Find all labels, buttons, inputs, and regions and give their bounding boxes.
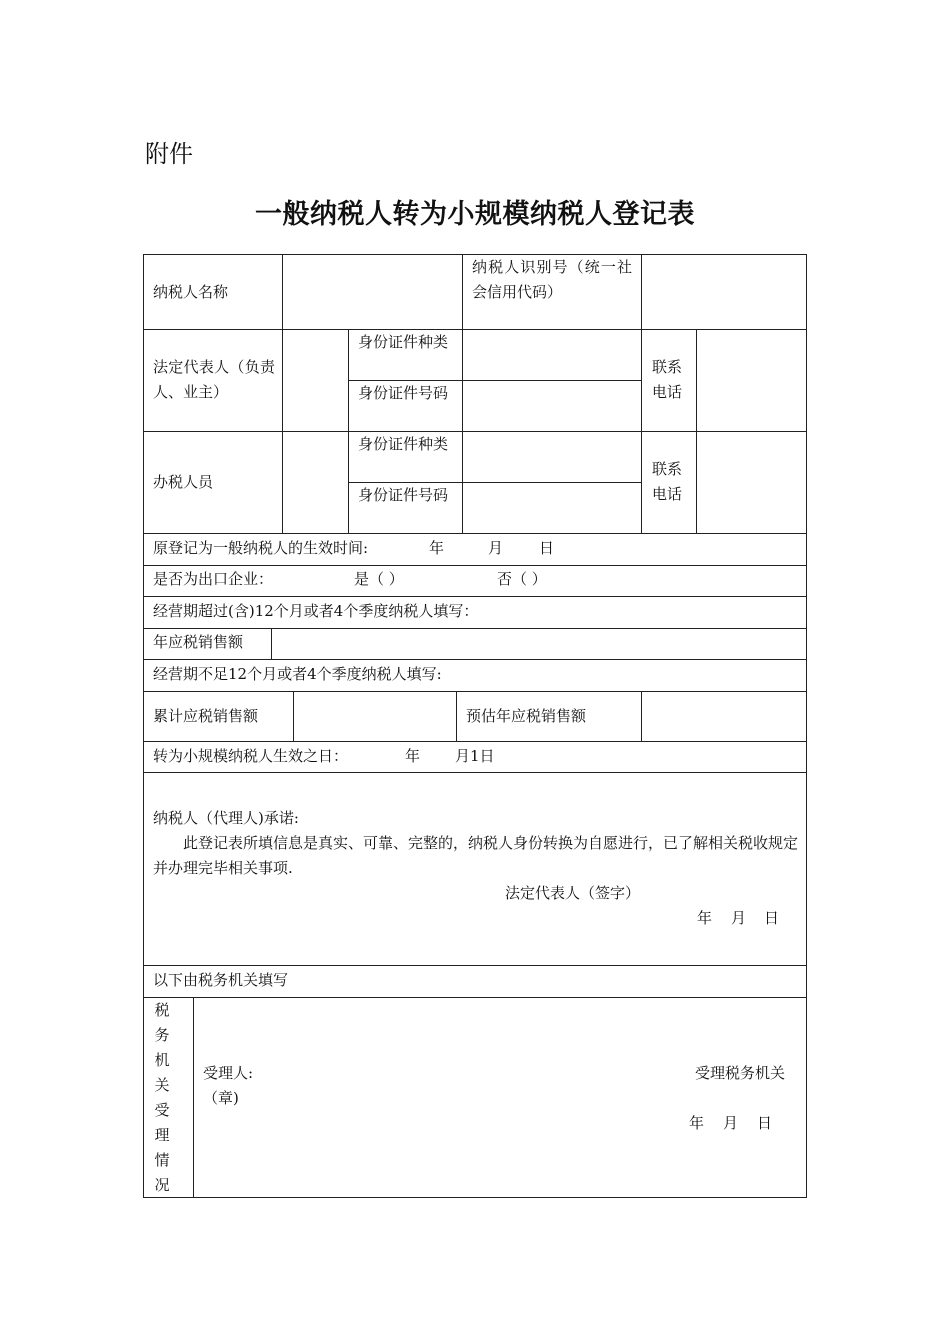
- estimated-sales-field[interactable]: [642, 692, 806, 740]
- table-border-left: [143, 254, 144, 1198]
- vertical-char: 况: [154, 1176, 170, 1194]
- row-divider: [143, 596, 807, 597]
- estimated-sales-label: 预估年应税销售额: [466, 707, 587, 725]
- table-border-bottom: [143, 1197, 807, 1198]
- row-divider: [143, 965, 807, 966]
- row-divider: [143, 565, 807, 566]
- legal-rep-phone-field[interactable]: [697, 330, 806, 430]
- handler-phone-label: 联系电话: [652, 460, 683, 503]
- acceptor-label: 受理人:: [203, 1064, 254, 1082]
- annual-sales-label: 年应税销售额: [153, 633, 244, 651]
- taxpayer-id-field[interactable]: [642, 255, 806, 329]
- original-effective-time-label: 原登记为一般纳税人的生效时间:: [153, 539, 369, 557]
- row-divider: [143, 772, 807, 773]
- legal-rep-id-number-label: 身份证件号码: [358, 384, 449, 402]
- signature-label: 法定代表人（签字）: [505, 884, 641, 902]
- col-divider: [193, 997, 194, 1197]
- promise-text: 此登记表所填信息是真实、可靠、完整的，纳税人身份转换为自愿进行，已了解相关税收规定并办理完毕相关事项.: [153, 834, 799, 877]
- legal-rep-id-type-field[interactable]: [463, 330, 640, 379]
- tax-handler-label: 办税人员: [153, 473, 214, 491]
- export-yes-option[interactable]: 是（ ）: [354, 570, 404, 588]
- handler-id-type-label: 身份证件种类: [358, 435, 449, 453]
- legal-rep-name-field[interactable]: [283, 330, 347, 430]
- acceptance-year-label: 年: [689, 1114, 705, 1132]
- acceptance-day-label: 日: [757, 1114, 773, 1132]
- tax-authority-note: 以下由税务机关填写: [153, 971, 289, 989]
- original-year-label: 年: [429, 539, 445, 557]
- cumulative-sales-label: 累计应税销售额: [153, 707, 259, 725]
- export-no-option[interactable]: 否（ ）: [497, 570, 547, 588]
- export-question-label: 是否为出口企业：: [153, 570, 274, 588]
- row-divider: [143, 997, 807, 998]
- accepting-authority-label: 受理税务机关: [695, 1064, 786, 1082]
- small-month-day-label: 月1日: [455, 747, 495, 765]
- col-divider: [348, 329, 349, 533]
- table-border-right: [806, 254, 807, 1198]
- legal-rep-phone-label: 联系电话: [652, 358, 683, 401]
- handler-id-number-field[interactable]: [463, 483, 640, 532]
- taxpayer-name-label: 纳税人名称: [153, 283, 229, 301]
- legal-rep-id-number-field[interactable]: [463, 381, 640, 430]
- original-month-label: 月: [488, 539, 504, 557]
- vertical-char: 机: [154, 1051, 170, 1069]
- handler-name-field[interactable]: [283, 432, 347, 532]
- signature-day-label: 日: [764, 909, 780, 927]
- legal-rep-id-type-label: 身份证件种类: [358, 333, 449, 351]
- col-divider: [456, 691, 457, 741]
- col-divider: [462, 254, 463, 330]
- vertical-char: 税: [154, 1001, 170, 1019]
- row-divider: [143, 659, 807, 660]
- acceptance-month-label: 月: [723, 1114, 739, 1132]
- signature-year-label: 年: [697, 909, 713, 927]
- small-year-label: 年: [405, 747, 421, 765]
- attachment-label: 附件: [145, 140, 193, 168]
- vertical-char: 情: [154, 1151, 170, 1169]
- handler-id-type-field[interactable]: [463, 432, 640, 481]
- under12-note: 经营期不足12个月或者4个季度纳税人填写:: [153, 665, 442, 683]
- signature-month-label: 月: [731, 909, 747, 927]
- seal-label: （章): [203, 1089, 239, 1107]
- promise-title: 纳税人（代理人)承诺:: [153, 809, 299, 827]
- annual-sales-field[interactable]: [272, 629, 806, 658]
- small-effective-date-label: 转为小规模纳税人生效之日：: [153, 747, 349, 765]
- over12-note: 经营期超过(含)12个月或者4个季度纳税人填写：: [153, 602, 479, 620]
- legal-rep-label: 法定代表人（负责人、业主）: [153, 358, 275, 401]
- vertical-char: 理: [154, 1126, 170, 1144]
- form-title: 一般纳税人转为小规模纳税人登记表: [255, 199, 695, 230]
- handler-id-number-label: 身份证件号码: [358, 486, 449, 504]
- vertical-char: 关: [154, 1076, 170, 1094]
- cumulative-sales-field[interactable]: [294, 692, 455, 740]
- vertical-char: 受: [154, 1101, 170, 1119]
- vertical-char: 务: [154, 1026, 170, 1044]
- taxpayer-name-field[interactable]: [283, 255, 461, 329]
- original-day-label: 日: [539, 539, 555, 557]
- row-divider: [143, 533, 807, 534]
- handler-phone-field[interactable]: [697, 432, 806, 532]
- row-divider: [143, 741, 807, 742]
- taxpayer-id-label: 纳税人识别号（统一社会信用代码）: [472, 258, 632, 301]
